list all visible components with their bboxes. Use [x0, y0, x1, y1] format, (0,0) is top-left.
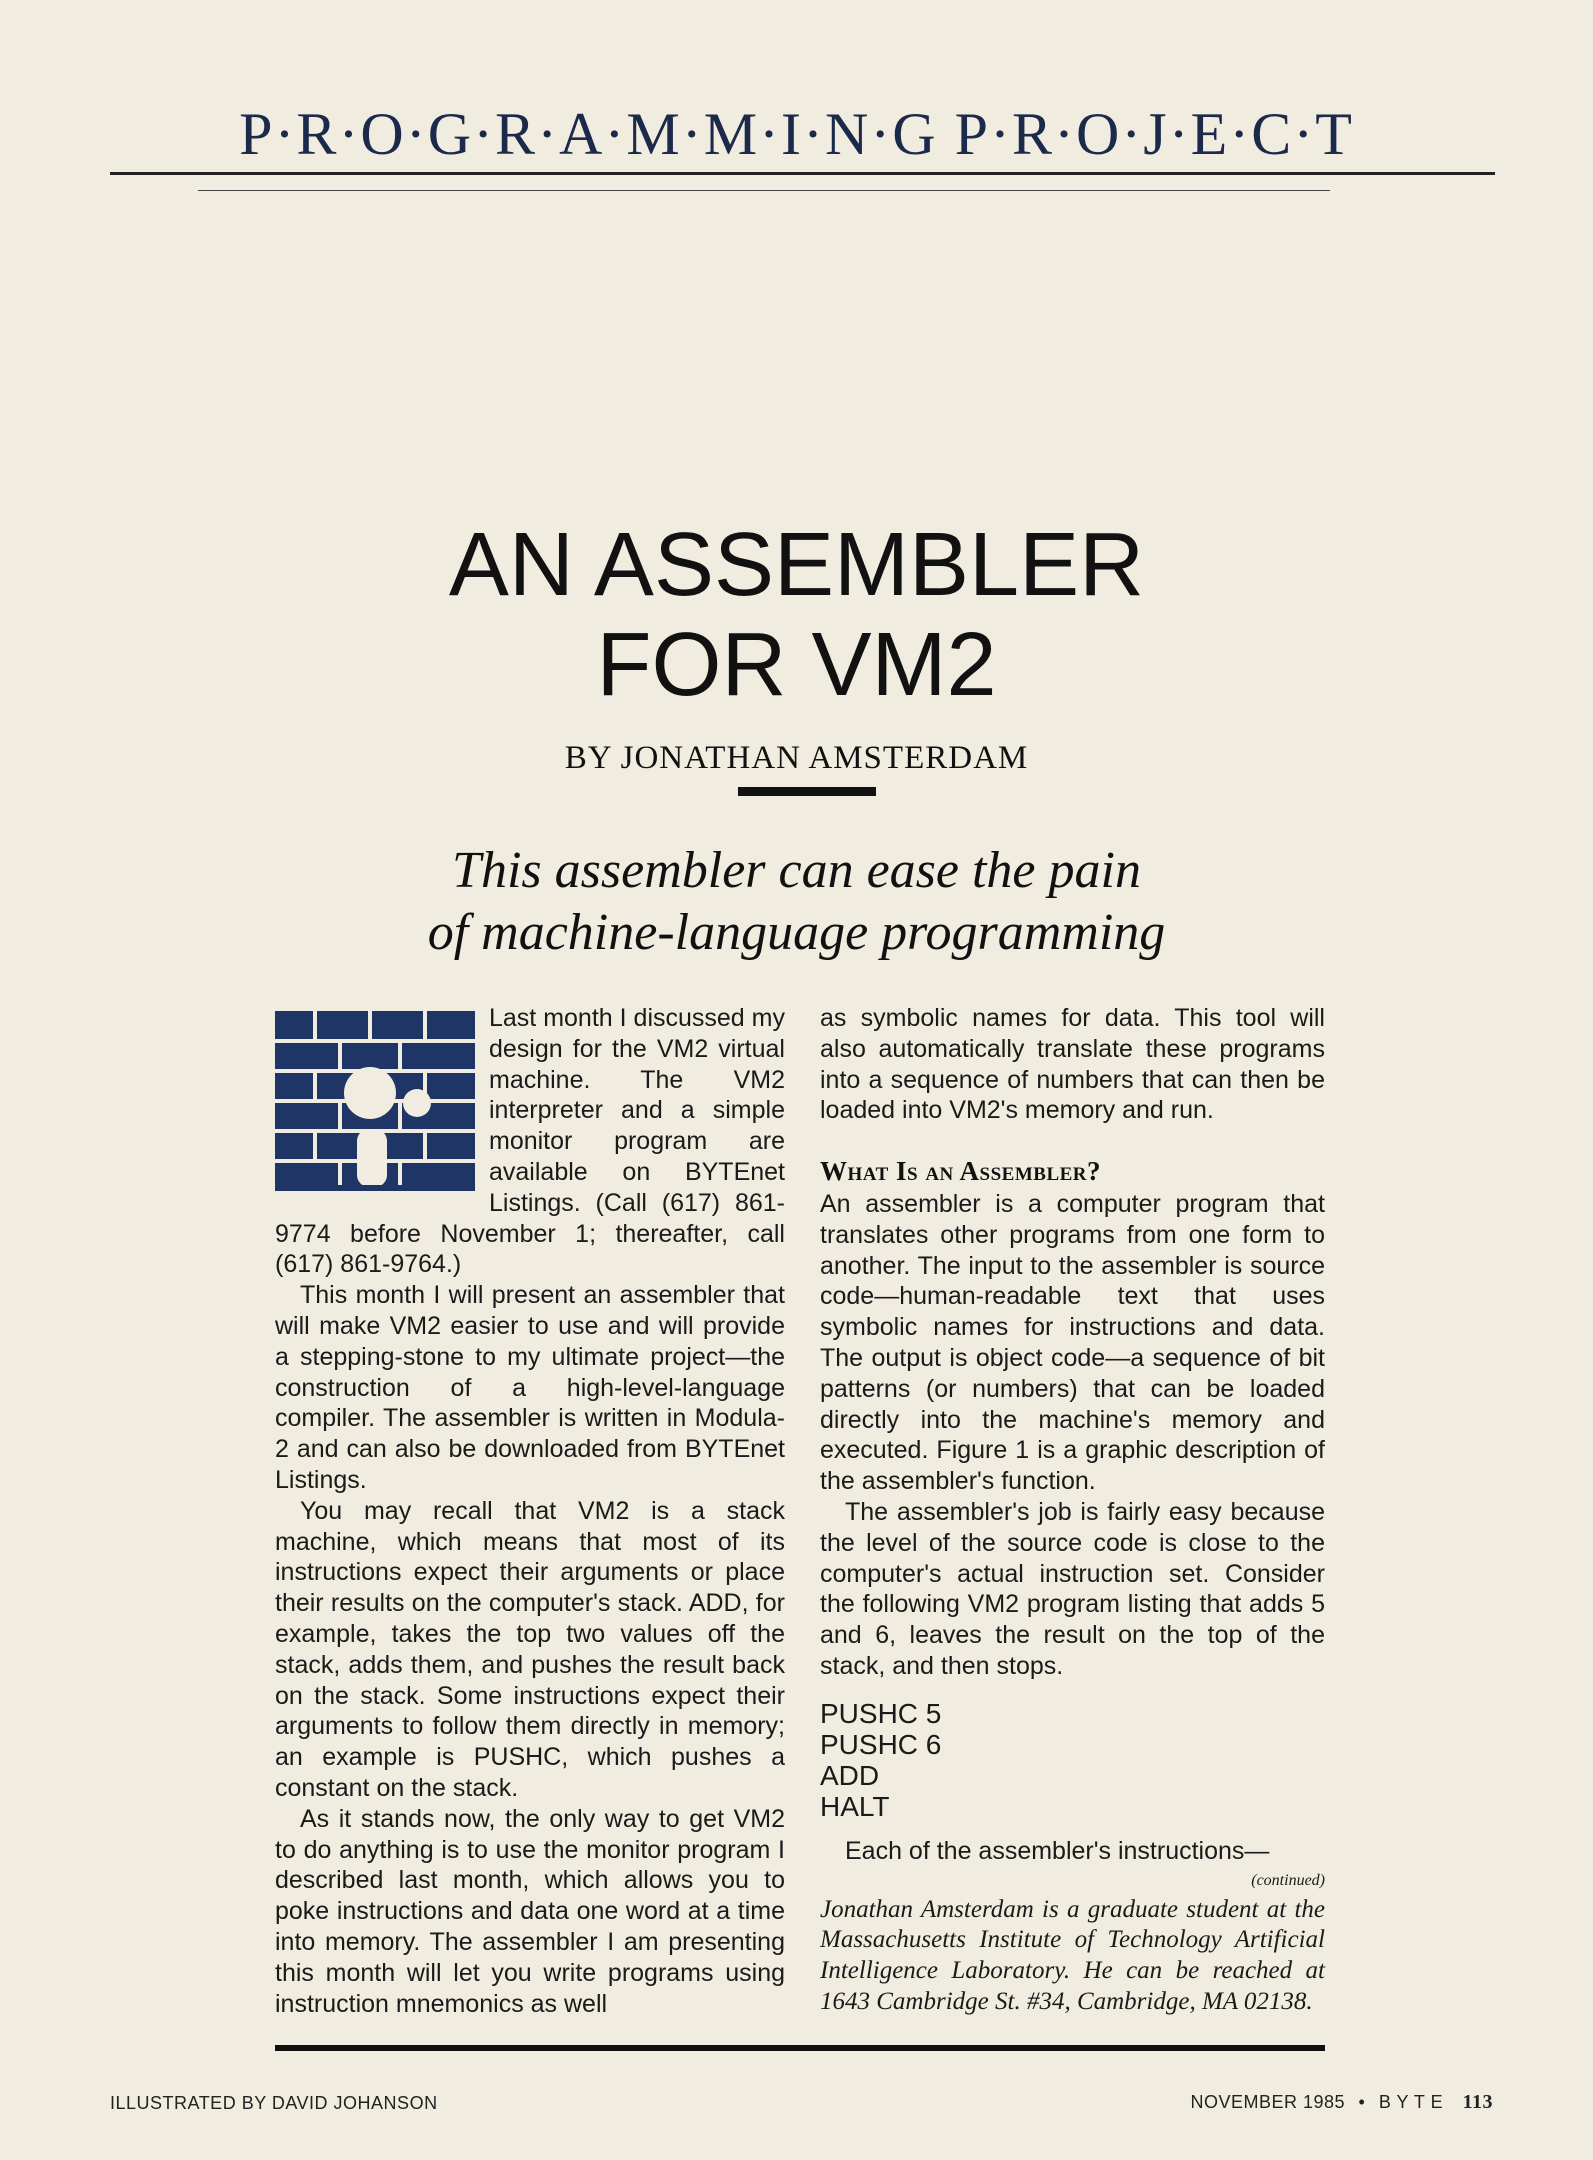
code-line: PUSHC 5	[820, 1697, 942, 1729]
illustration-credit: ILLUSTRATED BY DAVID JOHANSON	[110, 2093, 438, 2113]
right-paragraph-2: The assembler's job is fairly easy because the level of the source code is close to the computer's actual instruction set. Consider the following VM2 program listing that adds 5 and 6, leaves the result on the top of the stack, and then stops.	[820, 1497, 1325, 1680]
article-title	[0, 515, 1593, 715]
header-rule	[110, 172, 1495, 175]
left-paragraph-2: This month I will present an assembler that will make VM2 easier to use and will provide a stepping-stone to my ultimate project—the construction of a high-level-language compiler. The assembler is written in Modula-2 and can also be downloaded from BYTEnet Listings.	[275, 1281, 785, 1494]
code-listing	[820, 1698, 1325, 1822]
title-line-1: AN ASSEMBLER	[448, 515, 1145, 615]
left-column	[275, 1003, 785, 2019]
footer-bullet: •	[1358, 2092, 1366, 2112]
deck	[0, 840, 1593, 964]
code-line: ADD	[820, 1759, 880, 1791]
header-subrule	[198, 190, 1330, 191]
title-line-2: FOR VM2	[596, 615, 997, 715]
left-paragraph-4: As it stands now, the only way to get VM2 to do anything is to use the monitor program I described last month, which allows you to poke instructions and data one word at a time into memory. The assembler I am presenting this month will let you write programs using instruction mnemonics as well	[275, 1804, 785, 2018]
byline: BY JONATHAN AMSTERDAM	[564, 740, 1029, 776]
page-number: 113	[1462, 2091, 1493, 2113]
continued-note: (continued)	[1251, 1871, 1325, 1889]
subhead: What Is an Assembler?	[820, 1156, 1102, 1187]
left-paragraph-3: You may recall that VM2 is a stack machine, which means that most of its instructions expect their arguments or place their results on the computer's stack. ADD, for example, takes the top two values off the stack, adds them, and pushes the result back on the stack. Some instructions expect their arguments to follow them directly in memory; an example is PUSHC, which pushes a constant on the stack.	[275, 1496, 785, 1802]
magazine-name: B Y T E	[1378, 2092, 1444, 2112]
deck-line-2: of machine-language programming	[427, 904, 1166, 961]
right-column	[820, 1003, 1325, 2018]
page-footer	[1190, 2091, 1493, 2114]
dropcap-l-icon	[275, 1011, 475, 1191]
author-bio: Jonathan Amsterdam is a graduate student at the Massachusetts Institute of Technology Artificial Intelligence Laboratory. He can be reached at 1643 Cambridge St. #34, Cambridge, MA 02138.	[820, 1895, 1325, 2015]
section-header: P·R·O·G·R·A·M·M·I·N·G P·R·O·J·E·C·T	[239, 101, 1354, 167]
deck-line-1: This assembler can ease the pain	[452, 842, 1141, 899]
right-paragraph-1: An assembler is a computer program that translates other programs from one form to another. The input to the assembler is source code—human-readable text that uses symbolic names for instructions and data. The output is object code—a sequence of bit patterns (or numbers) that can be loaded directly into the machine's memory and executed. Figure 1 is a graphic description of the assembler's function.	[820, 1189, 1325, 1496]
issue-date: NOVEMBER 1985	[1190, 2092, 1346, 2112]
code-line: HALT	[820, 1790, 890, 1822]
left-paragraph-1: Last month I discussed my design for the VM2 virtual machine. The VM2 interpreter and a simple monitor program are available on BYTEnet Listings. (Call (617) 861-9774 before November 1; thereafter, call (617) 861-9764.)	[275, 1004, 785, 1279]
byline-bar	[738, 787, 876, 796]
right-intro: as symbolic names for data. This tool will also automatically translate these programs into a sequence of numbers that can then be loaded into VM2's memory and run.	[820, 1004, 1325, 1125]
right-tail: Each of the assembler's instructions—	[845, 1836, 1270, 1865]
code-line: PUSHC 6	[820, 1728, 942, 1760]
footer-rule	[275, 2045, 1325, 2051]
